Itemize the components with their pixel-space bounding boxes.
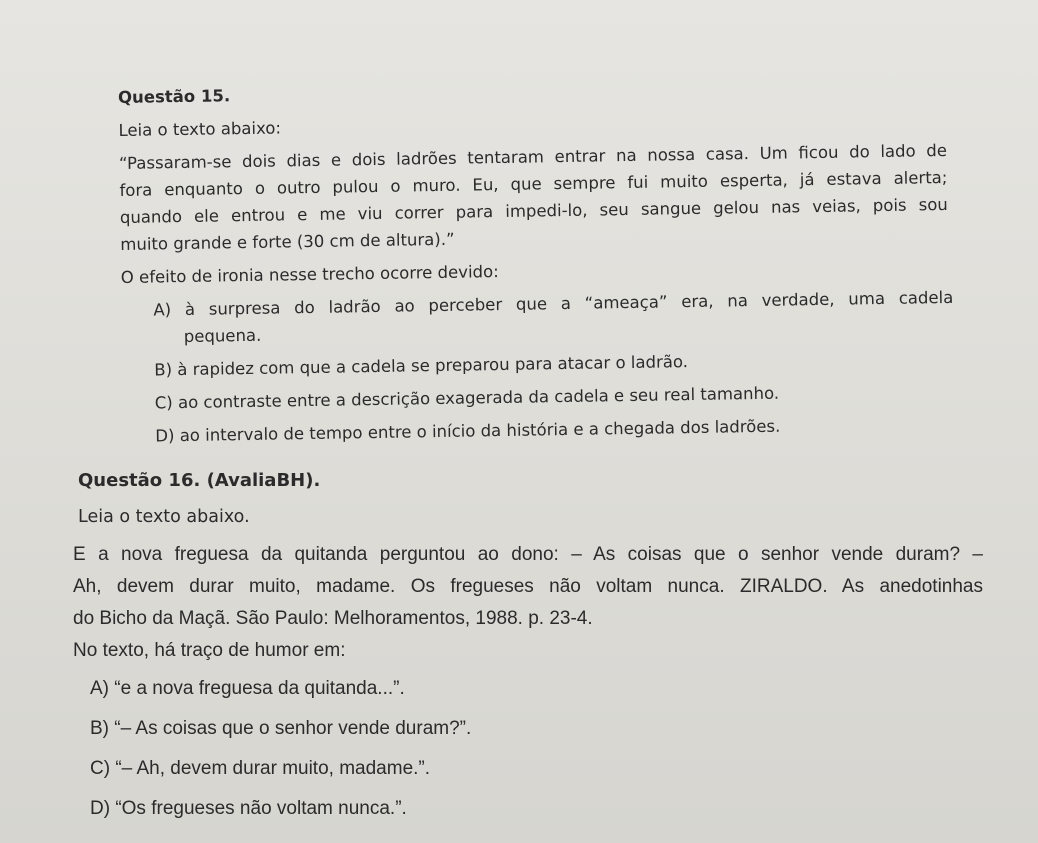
question-15-instruction: Leia o texto abaixo: <box>118 118 282 140</box>
question-15-prompt: O efeito de ironia nesse trecho ocorre devido: <box>120 262 499 287</box>
question-16-passage-line: do Bicho da Maçã. São Paulo: Melhoramentos, 1988. p. 23-4. <box>73 608 593 629</box>
question-15-option-b: B) à rapidez com que a cadela se preparou para atacar o ladrão. <box>154 352 689 380</box>
question-15-title: Questão 15. <box>117 86 231 107</box>
question-16-passage-line: Ah, devem durar muito, madame. Os fregueses não voltam nunca. ZIRALDO. As anedotinhas <box>73 576 983 597</box>
question-15-passage-line: muito grande e forte (30 cm de altura).” <box>120 229 455 254</box>
question-16-title: Questão 16. (AvaliaBH). <box>78 470 321 491</box>
question-15-option-a-continuation: pequena. <box>183 325 262 346</box>
question-15-passage-line: “Passaram-se dois dias e dois ladrões tentaram entrar na nossa casa. Um ficou do lado de <box>118 140 948 173</box>
question-15-option-d: D) ao intervalo de tempo entre o início da história e a chegada dos ladrões. <box>155 416 781 446</box>
question-15-option-a: A) à surpresa do ladrão ao perceber que a “ameaça” era, na verdade, uma cadela <box>153 287 954 320</box>
question-15-passage-line: quando ele entrou e me viu correr para impedi-lo, seu sangue gelou nas veias, pois sou <box>119 194 948 227</box>
question-15-passage-line: fora enquanto o outro pulou o muro. Eu, que sempre fui muito esperta, já estava alerta; <box>119 167 948 200</box>
question-15-option-c: C) ao contraste entre a descrição exagerada da cadela e seu real tamanho. <box>154 383 780 413</box>
question-16-option-d: D) “Os fregueses não voltam nunca.”. <box>90 798 407 819</box>
question-16-option-c: C) “– Ah, devem durar muito, madame.”. <box>90 758 431 779</box>
question-16-prompt: No texto, há traço de humor em: <box>73 640 346 661</box>
question-16-option-a: A) “e a nova freguesa da quitanda...”. <box>90 678 405 699</box>
question-16-instruction: Leia o texto abaixo. <box>78 507 250 527</box>
question-16-passage-line: E a nova freguesa da quitanda perguntou ao dono: – As coisas que o senhor vende duram? – <box>73 544 983 565</box>
question-16-option-b: B) “– As coisas que o senhor vende duram?”. <box>90 718 472 739</box>
